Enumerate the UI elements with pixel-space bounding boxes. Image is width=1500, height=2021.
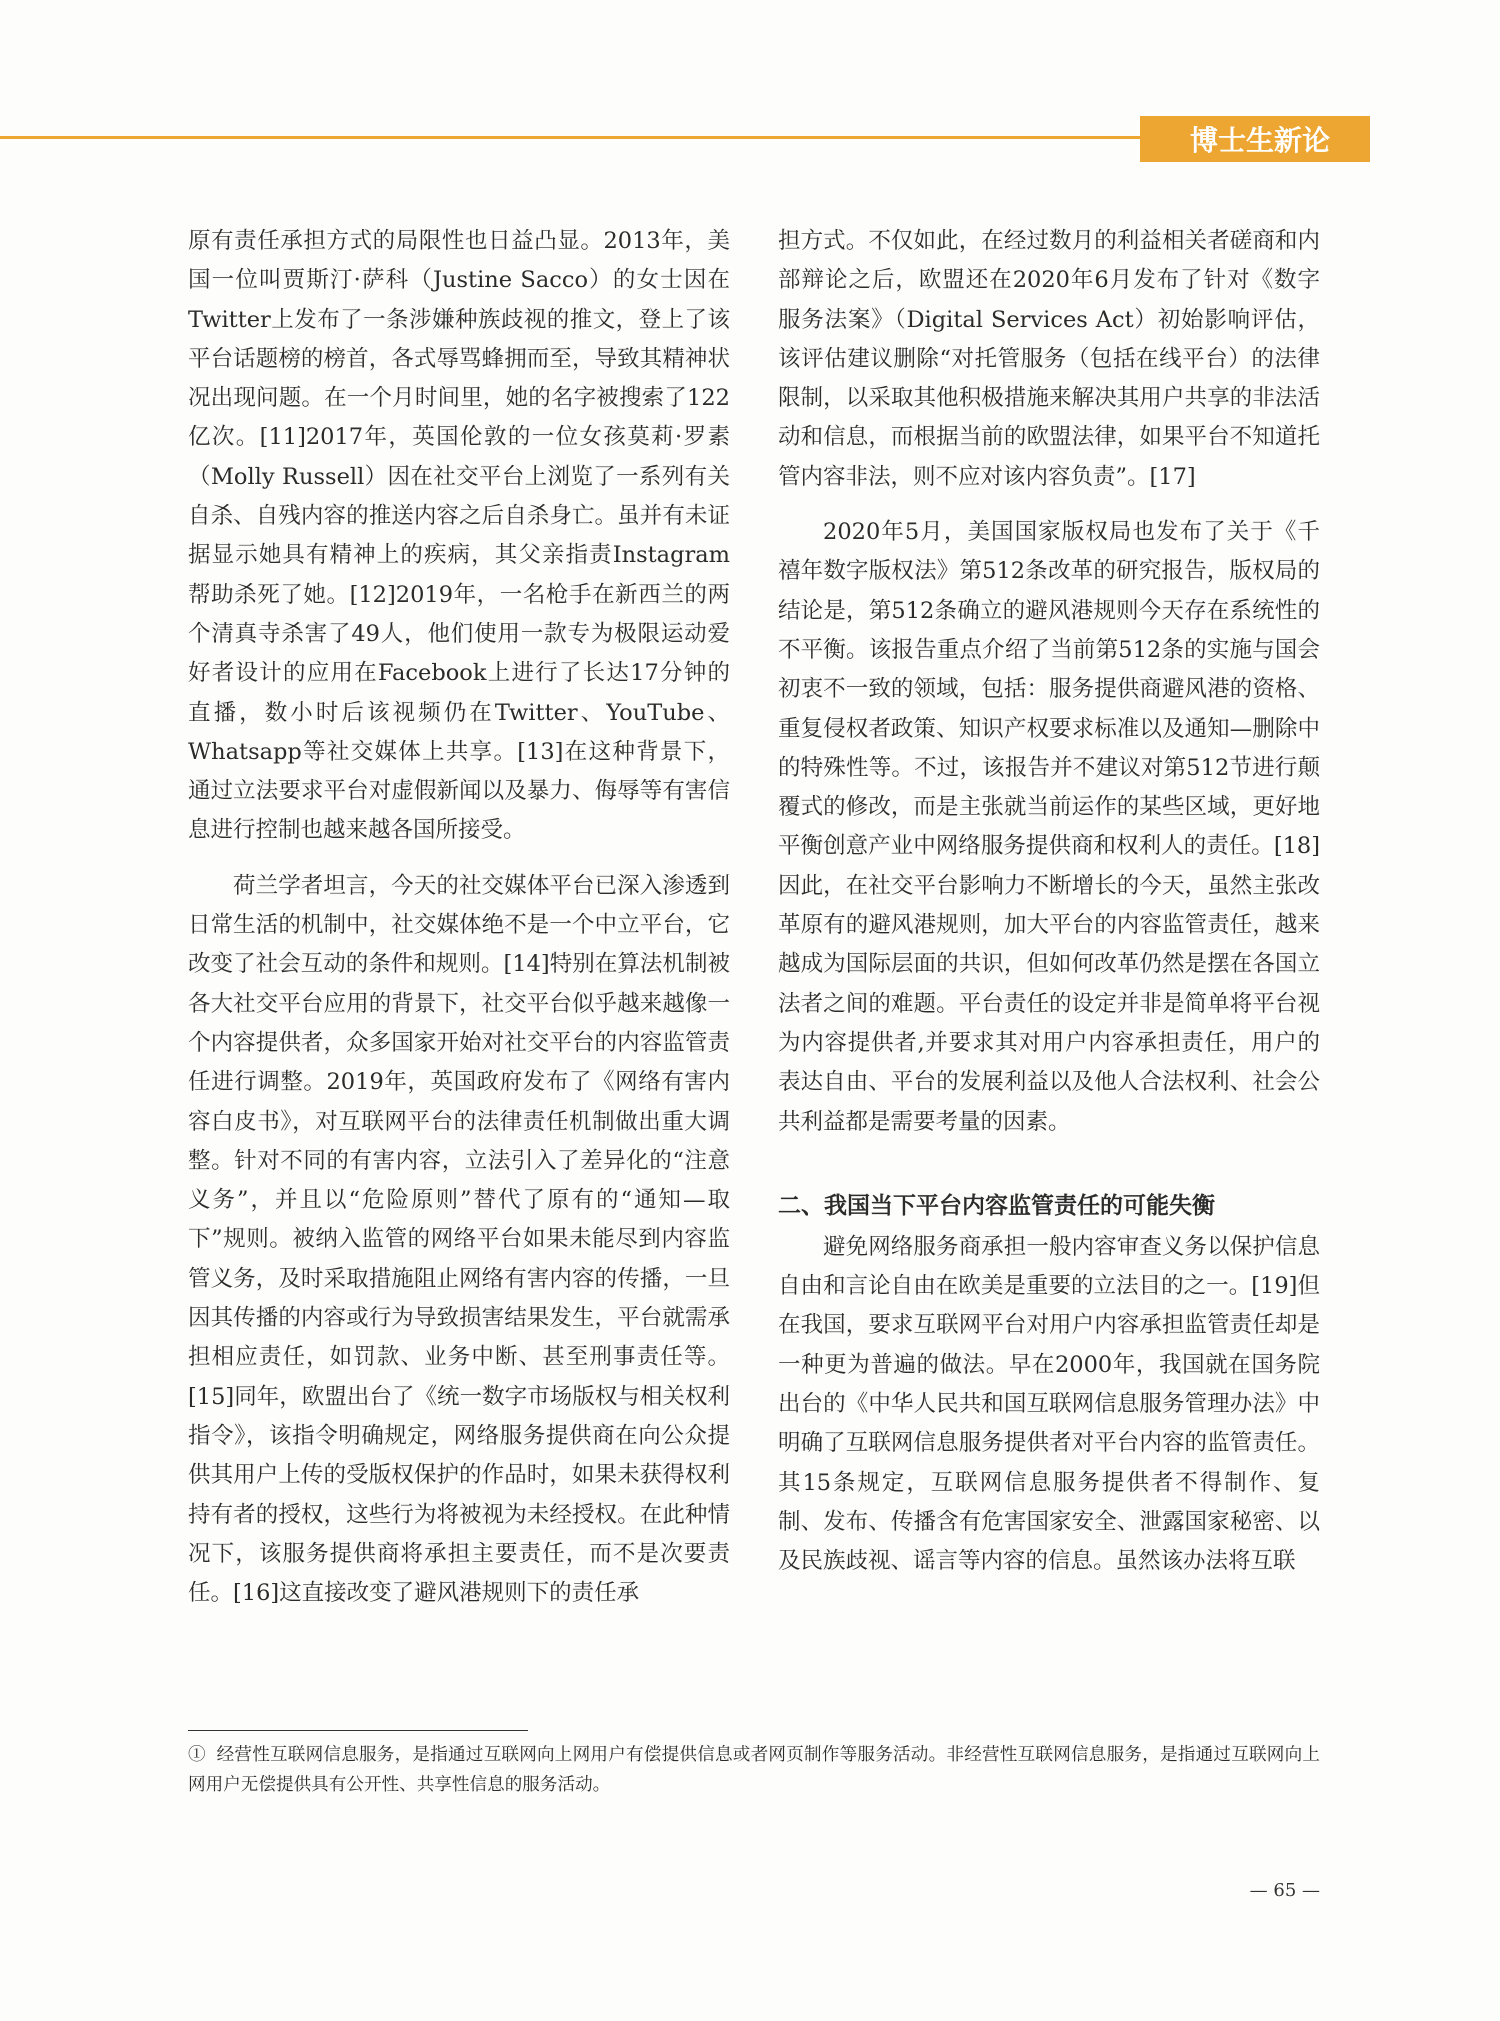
left-column	[188, 222, 730, 1613]
body-paragraph: 原有责任承担方式的局限性也日益凸显。2013年，美国一位叫贾斯汀·萨科（Justine Sacco）的女士因在Twitter上发布了一条涉嫌种族歧视的推文，登上了该平台话题榜的榜首，各式辱骂蜂拥而至，导致其精神状况出现问题。在一个月时间里，她的名字被搜索了122亿次。[11]2017年，英国伦敦的一位女孩莫莉·罗素（Molly Russell）因在社交平台上浏览了一系列有关自杀、自残内容的推送内容之后自杀身亡。虽并有未证据显示她具有精神上的疾病，其父亲指责Instagram帮助杀死了她。[12]2019年，一名枪手在新西兰的两个清真寺杀害了49人，他们使用一款专为极限运动爱好者设计的应用在Facebook上进行了长达17分钟的直播，数小时后该视频仍在Twitter、YouTube、Whatsapp等社交媒体上共享。[13]在这种背景下，通过立法要求平台对虚假新闻以及暴力、侮辱等有害信息进行控制也越来越各国所接受。	[188, 228, 730, 844]
section-label: 博士生新论	[1140, 116, 1370, 162]
header-rule	[0, 136, 1140, 139]
body-paragraph: 避免网络服务商承担一般内容审查义务以保护信息自由和言论自由在欧美是重要的立法目的之一。[19]但在我国，要求互联网平台对用户内容承担监管责任却是一种更为普遍的做法。早在2000年，我国就在国务院出台的《中华人民共和国互联网信息服务管理办法》中明确了互联网信息服务提供者对平台内容的监管责任。其15条规定，互联网信息服务提供者不得制作、复制、发布、传播含有危害国家安全、泄露国家秘密、以及民族歧视、谣言等内容的信息。虽然该办法将互联	[778, 1233, 1320, 1575]
right-column	[778, 222, 1320, 1582]
body-paragraph: 2020年5月，美国国家版权局也发布了关于《千禧年数字版权法》第512条改革的研究报告，版权局的结论是，第512条确立的避风港规则今天存在系统性的不平衡。该报告重点介绍了当前第512条的实施与国会初衷不一致的领域，包括：服务提供商避风港的资格、重复侵权者政策、知识产权要求标准以及通知—删除中的特殊性等。不过，该报告并不建议对第512节进行颠覆式的修改，而是主张就当前运作的某些区域，更好地平衡创意产业中网络服务提供商和权利人的责任。[18]因此，在社交平台影响力不断增长的今天，虽然主张改革原有的避风港规则，加大平台的内容监管责任，越来越成为国际层面的共识，但如何改革仍然是摆在各国立法者之间的难题。平台责任的设定并非是简单将平台视为内容提供者,并要求其对用户内容承担责任，用户的表达自由、平台的发展利益以及他人合法权利、社会公共利益都是需要考量的因素。	[778, 519, 1320, 1135]
page-number: — 65 —	[1249, 1880, 1320, 1901]
section-heading: 二、我国当下平台内容监管责任的可能失衡	[778, 1192, 1215, 1219]
body-paragraph: 荷兰学者坦言，今天的社交媒体平台已深入渗透到日常生活的机制中，社交媒体绝不是一个中立平台，它改变了社会互动的条件和规则。[14]特别在算法机制被各大社交平台应用的背景下，社交平台似乎越来越像一个内容提供者，众多国家开始对社交平台的内容监管责任进行调整。2019年，英国政府发布了《网络有害内容白皮书》，对互联网平台的法律责任机制做出重大调整。针对不同的有害内容，立法引入了差异化的“注意义务”，并且以“危险原则”替代了原有的“通知—取下”规则。被纳入监管的网络平台如果未能尽到内容监管义务，及时采取措施阻止网络有害内容的传播，一旦因其传播的内容或行为导致损害结果发生，平台就需承担相应责任，如罚款、业务中断、甚至刑事责任等。[15]同年，欧盟出台了《统一数字市场版权与相关权利指令》，该指令明确规定，网络服务提供商在向公众提供其用户上传的受版权保护的作品时，如果未获得权利持有者的授权，这些行为将被视为未经授权。在此种情况下，该服务提供商将承担主要责任，而不是次要责任。[16]这直接改变了避风港规则下的责任承	[188, 872, 730, 1607]
footnote: ① 经营性互联网信息服务，是指通过互联网向上网用户有偿提供信息或者网页制作等服务活动。非经营性互联网信息服务，是指通过互联网向上网用户无偿提供具有公开性、共享性信息的服务活动。	[188, 1745, 1320, 1795]
body-paragraph: 担方式。不仅如此，在经过数月的利益相关者磋商和内部辩论之后，欧盟还在2020年6月发布了针对《数字服务法案》（Digital Services Act）初始影响评估，该评估建议删除“对托管服务（包括在线平台）的法律限制，以采取其他积极措施来解决其用户共享的非法活动和信息，而根据当前的欧盟法律，如果平台不知道托管内容非法，则不应对该内容负责”。[17]	[778, 228, 1320, 490]
footnote-divider	[188, 1730, 528, 1731]
